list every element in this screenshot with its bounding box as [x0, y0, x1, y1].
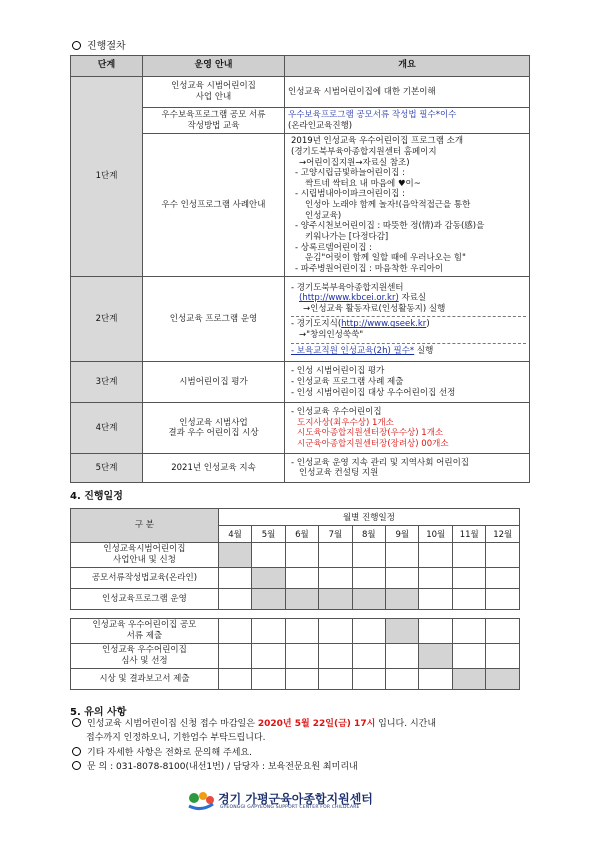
schedule-cell — [419, 589, 452, 610]
schedule-cell — [319, 543, 352, 568]
schedule-cell — [319, 568, 352, 589]
notes-section-title: 5. 유의 사항 — [70, 707, 127, 718]
schedule-cell — [319, 619, 352, 644]
schedule-cell — [252, 669, 285, 690]
table-row — [71, 403, 530, 454]
step-cell: 2단계 — [71, 277, 143, 362]
overview-cell: 인성교육 시범어린이집에 대한 기본이해 — [285, 77, 530, 108]
schedule-cell — [452, 543, 485, 568]
schedule-cell — [252, 644, 285, 669]
overview-cell: - 인성교육 우수어린이집 도지사상(최우수상) 1개소 시도육아종합지원센터장(우수상) 1개소 시군육아종합지원센터장(장려상) 00개소 — [285, 403, 530, 454]
dashed-divider — [291, 343, 526, 344]
operation-cell: 인성교육 프로그램 운영 — [143, 277, 285, 362]
list-item: 인성교육 시범어린이집 신청 접수 마감일은 2020년 5월 22일(금) 17시 입니다. 시간내 — [72, 717, 436, 731]
schedule-cell — [352, 568, 385, 589]
schedule-cell — [486, 644, 520, 669]
schedule-cell — [218, 543, 251, 568]
schedule-cell — [386, 644, 419, 669]
schedule-cell — [285, 669, 318, 690]
gseek-link[interactable]: http://www.gseek.kr — [341, 319, 427, 330]
schedule-cell — [285, 644, 318, 669]
org-name-en: GYEONGGI GAPYEONG SUPPORT CENTER FOR CHILDCARE — [220, 805, 360, 810]
schedule-cell — [319, 644, 352, 669]
table-row — [71, 669, 520, 690]
step-cell: 1단계 — [71, 77, 143, 277]
schedule-cell — [452, 619, 485, 644]
process-section-header — [72, 37, 126, 52]
schedule-cell — [486, 589, 520, 610]
schedule-cell — [352, 589, 385, 610]
kbcei-link[interactable]: (http://www.kbcei.or.kr) — [299, 293, 399, 304]
schedule-corner-header: 구 분 — [71, 509, 219, 543]
step-cell: 4단계 — [71, 403, 143, 454]
schedule-cell — [386, 589, 419, 610]
operation-cell: 시범어린이집 평가 — [143, 362, 285, 403]
operation-cell: 우수 인성프로그램 사례안내 — [143, 134, 285, 277]
schedule-cell — [452, 589, 485, 610]
step-cell: 3단계 — [71, 362, 143, 403]
schedule-row-label: 인성교육프로그램 운영 — [71, 589, 219, 610]
schedule-cell — [285, 543, 318, 568]
overview-cell: 우수보육프로그램 공모서류 작성법 필수*이수 (온라인교육진행) — [285, 108, 530, 134]
schedule-cell — [252, 568, 285, 589]
schedule-cell — [419, 644, 452, 669]
list-item: 기타 자세한 사항은 전화로 문의해 주세요. — [72, 746, 436, 760]
schedule-cell — [285, 589, 318, 610]
overview-cell: - 경기도북부육아종합지원센터 (http://www.kbcei.or.kr) 자료실 →인성교육 활동자료(인성활동지) 실행 - 경기도지식(http://www.gseek.kr) →"창의인성쑥쑥" - 보육교직원 인성교육(2h) 필수* 실행 — [285, 277, 530, 362]
col-header-step: 단계 — [71, 56, 143, 77]
schedule-cell — [218, 568, 251, 589]
list-item: 문 의 : 031-8078-8100(내선1번) / 담당자 : 보육전문요원 최미리내 — [72, 760, 436, 774]
col-header-operation: 운영 안내 — [143, 56, 285, 77]
operation-cell: 우수보육프로그램 공모 서류 작성방법 교육 — [143, 108, 285, 134]
schedule-cell — [419, 543, 452, 568]
schedule-cell — [419, 568, 452, 589]
schedule-group-header: 월별 진행일정 — [218, 509, 519, 526]
schedule-cell — [319, 589, 352, 610]
schedule-cell — [352, 543, 385, 568]
month-header-4: 4월 — [218, 526, 251, 543]
circle-bullet-icon — [72, 761, 81, 770]
schedule-cell — [486, 619, 520, 644]
schedule-cell — [352, 669, 385, 690]
month-header-6: 6월 — [285, 526, 318, 543]
schedule-cell — [419, 619, 452, 644]
month-header-8: 8월 — [352, 526, 385, 543]
schedule-cell — [386, 543, 419, 568]
schedule-row-label: 인성교육 우수어린이집 심사 및 선정 — [71, 644, 219, 669]
org-name: 경기 가평군육아종합지원센터 — [218, 792, 373, 806]
row-separator — [71, 610, 520, 619]
schedule-cell — [386, 568, 419, 589]
table-row — [71, 589, 520, 610]
footer-logo — [186, 790, 426, 814]
schedule-cell — [252, 589, 285, 610]
schedule-cell — [386, 669, 419, 690]
circle-bullet-icon — [72, 747, 81, 756]
schedule-cell — [486, 669, 520, 690]
schedule-row-label: 인성교육 우수어린이집 공모 서류 제출 — [71, 619, 219, 644]
operation-cell: 인성교육 시범어린이집 사업 안내 — [143, 77, 285, 108]
month-header-9: 9월 — [386, 526, 419, 543]
schedule-cell — [419, 669, 452, 690]
operation-cell: 인성교육 시범사업 결과 우수 어린이집 시상 — [143, 403, 285, 454]
table-row — [71, 619, 520, 644]
schedule-cell — [285, 568, 318, 589]
col-header-overview: 개요 — [285, 56, 530, 77]
month-header-12: 12월 — [486, 526, 520, 543]
table-row — [71, 77, 530, 108]
month-header-5: 5월 — [252, 526, 285, 543]
schedule-cell — [352, 619, 385, 644]
process-table — [70, 55, 530, 483]
schedule-cell — [218, 644, 251, 669]
center-logo-icon — [186, 790, 216, 812]
month-header-10: 10월 — [419, 526, 452, 543]
table-row — [71, 543, 520, 568]
schedule-cell — [252, 619, 285, 644]
schedule-table — [70, 508, 520, 690]
schedule-cell — [218, 669, 251, 690]
month-header-7: 7월 — [319, 526, 352, 543]
process-table-header — [71, 56, 530, 77]
table-row — [71, 568, 520, 589]
overview-cell: - 인성교육 운영 지속 관리 및 지역사회 어린이집 인성교육 컨설팅 지원 — [285, 454, 530, 483]
schedule-cell — [218, 589, 251, 610]
schedule-cell — [452, 644, 485, 669]
operation-cell: 2021년 인성교육 지속 — [143, 454, 285, 483]
schedule-cell — [386, 619, 419, 644]
schedule-cell — [452, 568, 485, 589]
schedule-section-title: 4. 진행일정 — [70, 491, 123, 502]
table-row — [71, 362, 530, 403]
dashed-divider — [291, 316, 526, 317]
schedule-cell — [285, 619, 318, 644]
circle-bullet-icon — [72, 718, 81, 727]
table-row — [71, 277, 530, 362]
schedule-cell — [352, 644, 385, 669]
schedule-row-label: 공모서류작성법교육(온라인) — [71, 568, 219, 589]
schedule-row-label: 시상 및 결과보고서 제출 — [71, 669, 219, 690]
circle-bullet-icon — [72, 41, 81, 50]
schedule-row-label: 인성교육시범어린이집 사업안내 및 신청 — [71, 543, 219, 568]
schedule-cell — [486, 543, 520, 568]
process-section-title: 진행절차 — [87, 41, 126, 52]
schedule-cell — [218, 619, 251, 644]
schedule-cell — [486, 568, 520, 589]
overview-cell: - 인성 시범어린이집 평가 - 인성교육 프로그램 사례 제출 - 인성 시범어린이집 대상 우수어린이집 선정 — [285, 362, 530, 403]
overview-cell: 2019년 인성교육 우수어린이집 프로그램 소개 (경기도북부육아종합지원센터 홈페이지 →어린이집지원→자료실 참조) - 고양시립금빛하늘어린이집 : 싹트네 싹터요 내 마음에 ♥이~ - 시립범내아이파크어린이집 : 인성아 노래야 함께 놀자!(음악적접근을 통한 인성교육) - 양주시천보어린이집 : 따뜻한 정(情)과 감동(感)을 키워나가는 [다정다감] - 상록르뎀어린이집 : 운김"어릿이 함께 일할 때에 우러나오는 힘" - 파주병원어린이집 : 마음착한 우리아이 — [285, 134, 530, 277]
table-row — [71, 644, 520, 669]
table-row — [71, 454, 530, 483]
schedule-cell — [252, 543, 285, 568]
notes-list: 인성교육 시범어린이집 신청 접수 마감일은 2020년 5월 22일(금) 17시 입니다. 시간내 접수까지 인정하오니, 기한엄수 부탁드립니다. 기타 자세한 사항은 전화로 문의해 주세요. 문 의 : 031-8078-8100(내선1번) / 담당자 : 보육전문요원 최미리내 — [72, 717, 436, 775]
step-cell: 5단계 — [71, 454, 143, 483]
month-header-11: 11월 — [452, 526, 485, 543]
schedule-cell — [452, 669, 485, 690]
schedule-cell — [319, 669, 352, 690]
